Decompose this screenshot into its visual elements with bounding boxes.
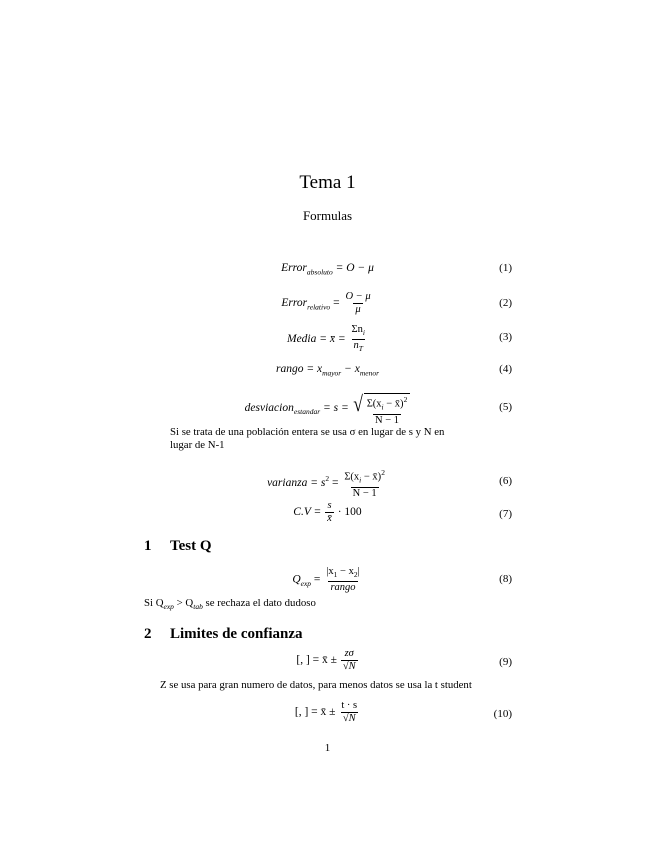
equation-number: (6): [499, 475, 512, 487]
section-heading-limites: 2 Limites de confianza: [144, 626, 303, 642]
section-heading-test-q: 1 Test Q: [144, 538, 212, 554]
equation-number: (1): [499, 262, 512, 274]
paragraph-poblacion: Si se trata de una población entera se usa σ en lugar de s y N en lugar de N-1: [170, 426, 445, 451]
square-root: √ $\frac{\Sigma(x_i - x̄)^2}{N - 1}$: [352, 390, 411, 427]
equation-number: (3): [499, 331, 512, 343]
equation-number: (9): [499, 656, 512, 668]
page-subtitle: Formulas: [302, 208, 353, 223]
equation-number: (8): [499, 573, 512, 585]
equation-number: (5): [499, 401, 512, 413]
paragraph-test-q: Si $Q_{exp} > Q_{tab}$ se rechaza el dato dudoso: [144, 597, 316, 612]
equation-number: (2): [499, 297, 512, 309]
equation-number: (10): [493, 708, 512, 720]
equation-number: (7): [499, 508, 512, 520]
equation-number: (4): [499, 363, 512, 375]
page-number: 1: [324, 742, 331, 754]
paragraph-z-note: Z se usa para gran numero de datos, para menos datos se usa la t student: [160, 679, 472, 691]
page-title: Tema 1: [299, 172, 356, 193]
